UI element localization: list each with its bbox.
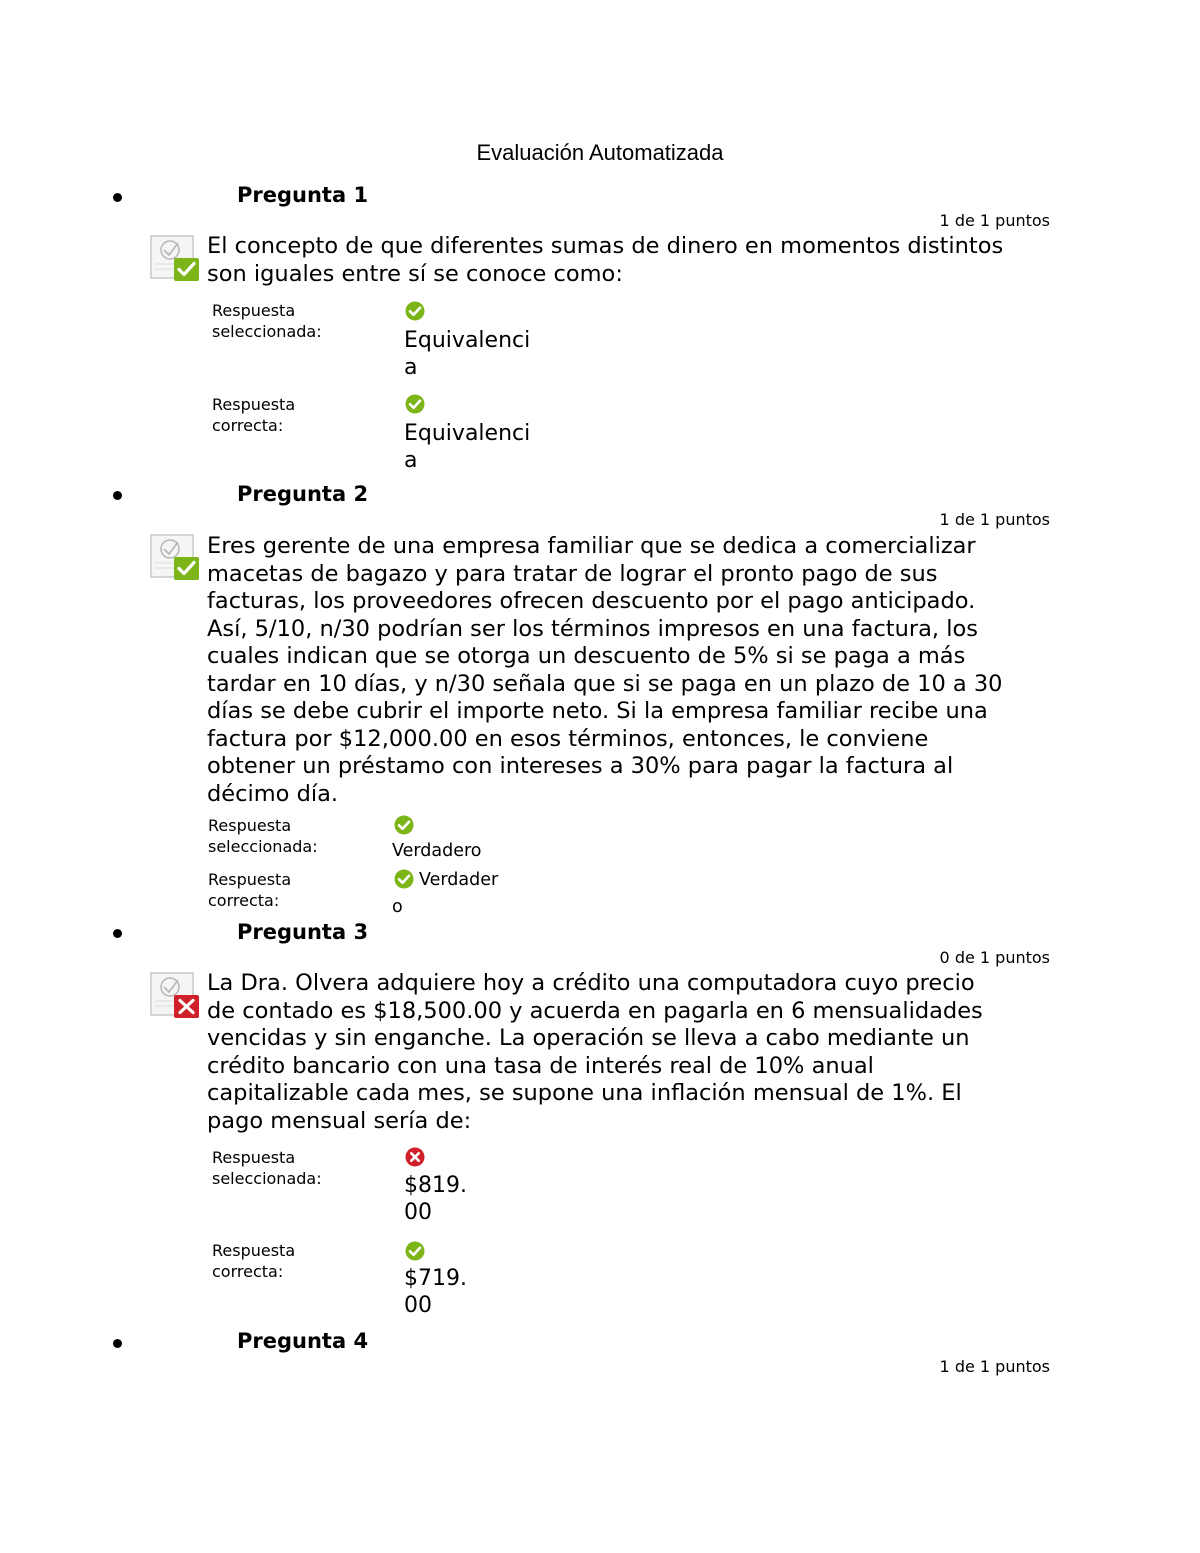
selected-answer-label: Respuesta seleccionada: xyxy=(212,1148,322,1188)
check-icon xyxy=(394,815,414,835)
question-heading: Pregunta 2 xyxy=(237,482,369,506)
cross-icon xyxy=(405,1147,425,1167)
correct-status-icon xyxy=(150,533,200,581)
correct-answer-value: Verdadero xyxy=(392,870,499,917)
question-heading: Pregunta 4 xyxy=(237,1329,369,1353)
list-bullet xyxy=(113,929,122,938)
list-bullet xyxy=(113,1339,122,1348)
selected-answer-value: $819.00 xyxy=(404,1173,467,1225)
correct-answer-value: $719.00 xyxy=(404,1266,467,1318)
selected-answer-label: Respuesta seleccionada: xyxy=(208,816,318,856)
correct-status-icon xyxy=(150,234,200,282)
question-heading: Pregunta 1 xyxy=(237,183,369,207)
correct-answer-label: Respuesta correcta: xyxy=(212,1241,296,1281)
question-points: 1 de 1 puntos xyxy=(939,510,1050,529)
question-points: 0 de 1 puntos xyxy=(939,948,1050,967)
check-icon xyxy=(405,394,425,414)
selected-answer-label: Respuesta seleccionada: xyxy=(212,301,322,341)
correct-answer-label: Respuesta correcta: xyxy=(212,395,296,435)
document-title: Evaluación Automatizada xyxy=(476,140,724,165)
correct-answer-label: Respuesta correcta: xyxy=(208,870,292,910)
question-text: Eres gerente de una empresa familiar que se dedica a comercializar macetas de bagazo y para tratar de lograr el pronto pago de sus facturas, los proveedores ofrecen descuento por el pago anticipado. Así, 5/10, n/30 podrían ser los términos impresos en una factura, los cuales indican que se otorga un descuento de 5% si se paga a más tardar en 10 días, y n/30 señala que si se paga en un plazo de 10 a 30 días se debe cubrir el importe neto. Si la empresa familiar recibe una factura por $12,000.00 en esos términos, entonces, le conviene obtener un préstamo con intereses a 30% para pagar la factura al décimo día. xyxy=(207,533,1003,807)
question-text: La Dra. Olvera adquiere hoy a crédito una computadora cuyo precio de contado es $18,500.00 y acuerda en pagarla en 6 mensualidades vencidas y sin enganche. La operación se lleva a cabo mediante un crédito bancario con una tasa de interés real de 10% anual capitalizable cada mes, se supone una inflación mensual de 1%. El pago mensual sería de: xyxy=(207,970,983,1134)
question-heading: Pregunta 3 xyxy=(237,920,369,944)
question-points: 1 de 1 puntos xyxy=(939,211,1050,230)
correct-answer-value: Equivalencia xyxy=(404,421,531,473)
question-points: 1 de 1 puntos xyxy=(939,1357,1050,1376)
incorrect-status-icon xyxy=(150,971,200,1019)
selected-answer-value: Verdadero xyxy=(392,841,482,861)
question-text: El concepto de que diferentes sumas de dinero en momentos distintos son iguales entre sí se conoce como: xyxy=(207,233,1004,287)
check-icon xyxy=(405,301,425,321)
selected-answer-value: Equivalencia xyxy=(404,328,531,380)
list-bullet xyxy=(113,491,122,500)
check-icon xyxy=(405,1241,425,1261)
list-bullet xyxy=(113,193,122,202)
